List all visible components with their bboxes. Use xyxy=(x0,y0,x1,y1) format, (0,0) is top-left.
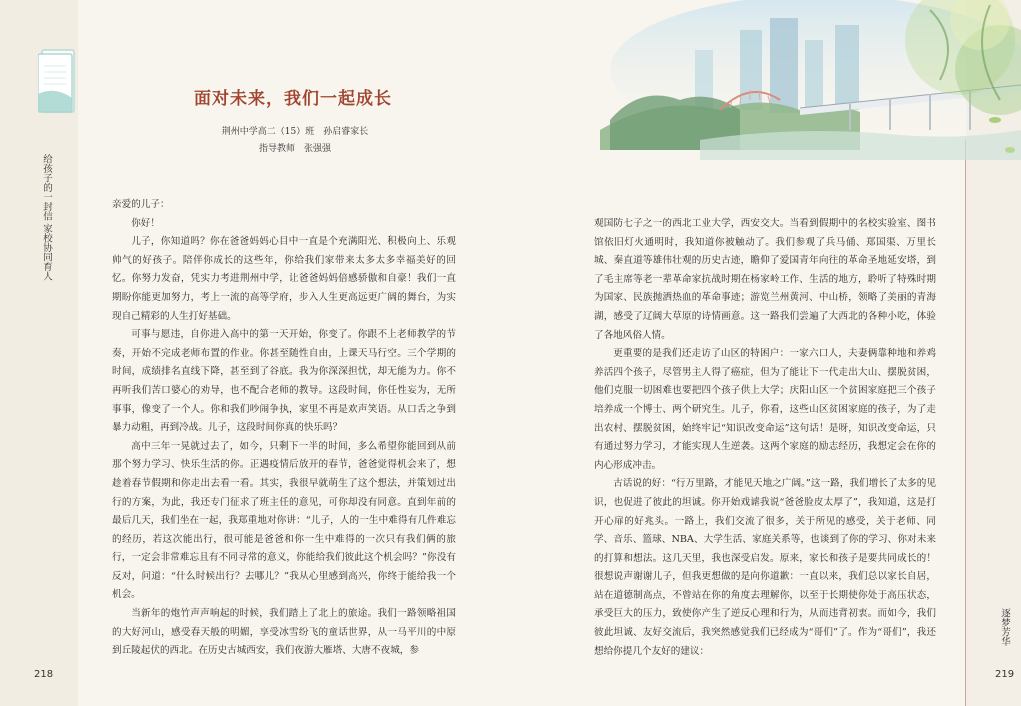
paragraph: 更重要的是我们还走访了山区的特困户：一家六口人，夫妻俩靠种地和养鸡养活四个孩子，尽管男主人得了癌症，但为了能让下一代走出大山、摆脱贫困，他们克服一切困难也要把四个孩子供上大学；庆阳山区一个贫困家庭把三个孩子培养成一个博士、两个研究生。儿子，你看，这些山区贫困家庭的孩子，为了走出农村、摆脱贫困，始终牢记“知识改变命运”这句话！是呀，知识改变命运，只有通过努力学习，才能实现人生逆袭。这两个家庭的励志经历，我想定会在你的内心形成冲击。 xyxy=(594,348,936,471)
paragraph: 高中三年一晃就过去了，如今，只剩下一半的时间，多么希望你能回到从前那个努力学习、快乐生活的你。正遇疫情后放开的春节，爸爸觉得机会来了，想趁着春节假期和你走出去看一看。其实，我很早就萌生了这个想法，并策划过出行的方案，为此，我还专门征求了班主任的意见，可你却没有同意。直到年前的最后几天，我们坐在一起，我郑重地对你讲：“儿子，人的一生中难得有几件难忘的经历，若这次能出行，很可能是爸爸和你一生中难得的一次只有我们俩的旅行，一定会非常难忘且有不同寻常的意义，你能给我们彼此这个机会吗？”你没有反对，问道：“什么时候出行？去哪儿？”我从心里感到高兴，你终于能给我一个机会。 xyxy=(112,440,456,601)
advisor-line: 指导教师 张强强 xyxy=(258,144,331,154)
byline xyxy=(150,124,440,158)
paragraph: 观国防七子之一的西北工业大学，西安交大。当看到假期中的名校实验室、图书馆依旧灯火通明时，我知道你被触动了。我们参观了兵马俑、郑国渠、万里长城、秦直道等雄伟壮观的历史古迹，瞻仰了爱国青年向往的革命圣地延安塔，到了毛主席等老一辈革命家抗战时期在杨家岭工作、生活的地方，聆听了特殊时期为国家、民族抛洒热血的革命事迹；游览兰州黄河、中山桥，领略了美丽的青海湖，感受了辽阔大草原的诗情画意。这一路我们尝遍了大西北的各种小吃，体验了各地风俗人情。 xyxy=(594,218,936,341)
page-frame-line xyxy=(965,140,966,706)
article-title: 面对未来，我们一起成长 xyxy=(194,89,392,109)
left-text-column xyxy=(112,196,456,661)
notebook-icon xyxy=(38,48,78,114)
city-watercolor-illustration xyxy=(600,0,1021,170)
greeting: 你好！ xyxy=(131,217,160,229)
page-number-left: 218 xyxy=(34,669,54,680)
left-margin xyxy=(0,0,78,706)
section-label-right: 逐梦芳华 xyxy=(999,608,1010,646)
page-number-right: 219 xyxy=(995,669,1015,680)
right-text-column xyxy=(594,215,936,661)
paragraph: 当新年的炮竹声声响起的时候，我们踏上了北上的旅途。我们一路领略祖国的大好河山，感受春天般的明媚，享受冰雪纷飞的童话世界，从一马平川的中原到丘陵起伏的西北。在历史古城西安，我们夜游大雁塔、大唐不夜城，参 xyxy=(112,608,456,657)
salutation: 亲爱的儿子： xyxy=(112,199,170,210)
paragraph: 可事与愿违，自你进入高中的第一天开始，你变了。你跟不上老师教学的节奏，开始不完成老师布置的作业。你甚至随性自由，上课天马行空。三个学期的时间，成绩排名直线下降，甚至到了谷底。我为你深深担忧，却无能为力。你不再听我们苦口婆心的劝导，也不配合老师的教导。这段时间，你任性妄为，无所事事，像变了一个人。你和我们吵闹争执，家里不再是欢声笑语。从口舌之争到暴力动粗，再到冷战。儿子，这段时间你真的快乐吗？ xyxy=(112,329,456,434)
author-line: 荆州中学高二（15）班 孙启睿家长 xyxy=(221,127,369,137)
section-label-left: 给孩子的一封信 家校协同育人 xyxy=(41,154,52,281)
paragraph: 古话说的好：“行万里路，才能见天地之广阔。”这一路，我们增长了太多的见识，也促进了彼此的坦诚。你开始戏谑我说“爸爸脸皮太厚了”，我知道，这是打开心扉的好兆头。一路上，我们交流了很多，关于所见的感受，关于老师、同学、音乐、篮球、NBA、大学生活、家庭关系等，也谈到了你的学习、你对未来的打算和想法。这几天里，我也深受启发。原来，家长和孩子是要共同成长的！很想说声谢谢儿子，但我更想做的是向你道歉：一直以来，我们总以家长自居，站在道德制高点，不曾站在你的角度去理解你，以至于长期使你处于高压状态，承受巨大的压力，致使你产生了逆反心理和行为，从而违背初衷。而如今，我们彼此坦诚、友好交流后，我突然感觉我们已经成为“哥们”了。作为“哥们”，我还想给你提几个友好的建议： xyxy=(594,478,936,657)
paragraph: 儿子，你知道吗？你在爸爸妈妈心目中一直是个充满阳光、积极向上、乐观帅气的好孩子。陪伴你成长的这些年，你给我们家带来太多太多幸福美好的回忆。你努力发奋，凭实力考进荆州中学，让爸爸妈妈倍感骄傲和自豪！我们一直期盼你能更加努力，考上一流的高等学府，步入人生更高远更广阔的舞台，为实现自己精彩的人生打好基础。 xyxy=(112,236,456,322)
